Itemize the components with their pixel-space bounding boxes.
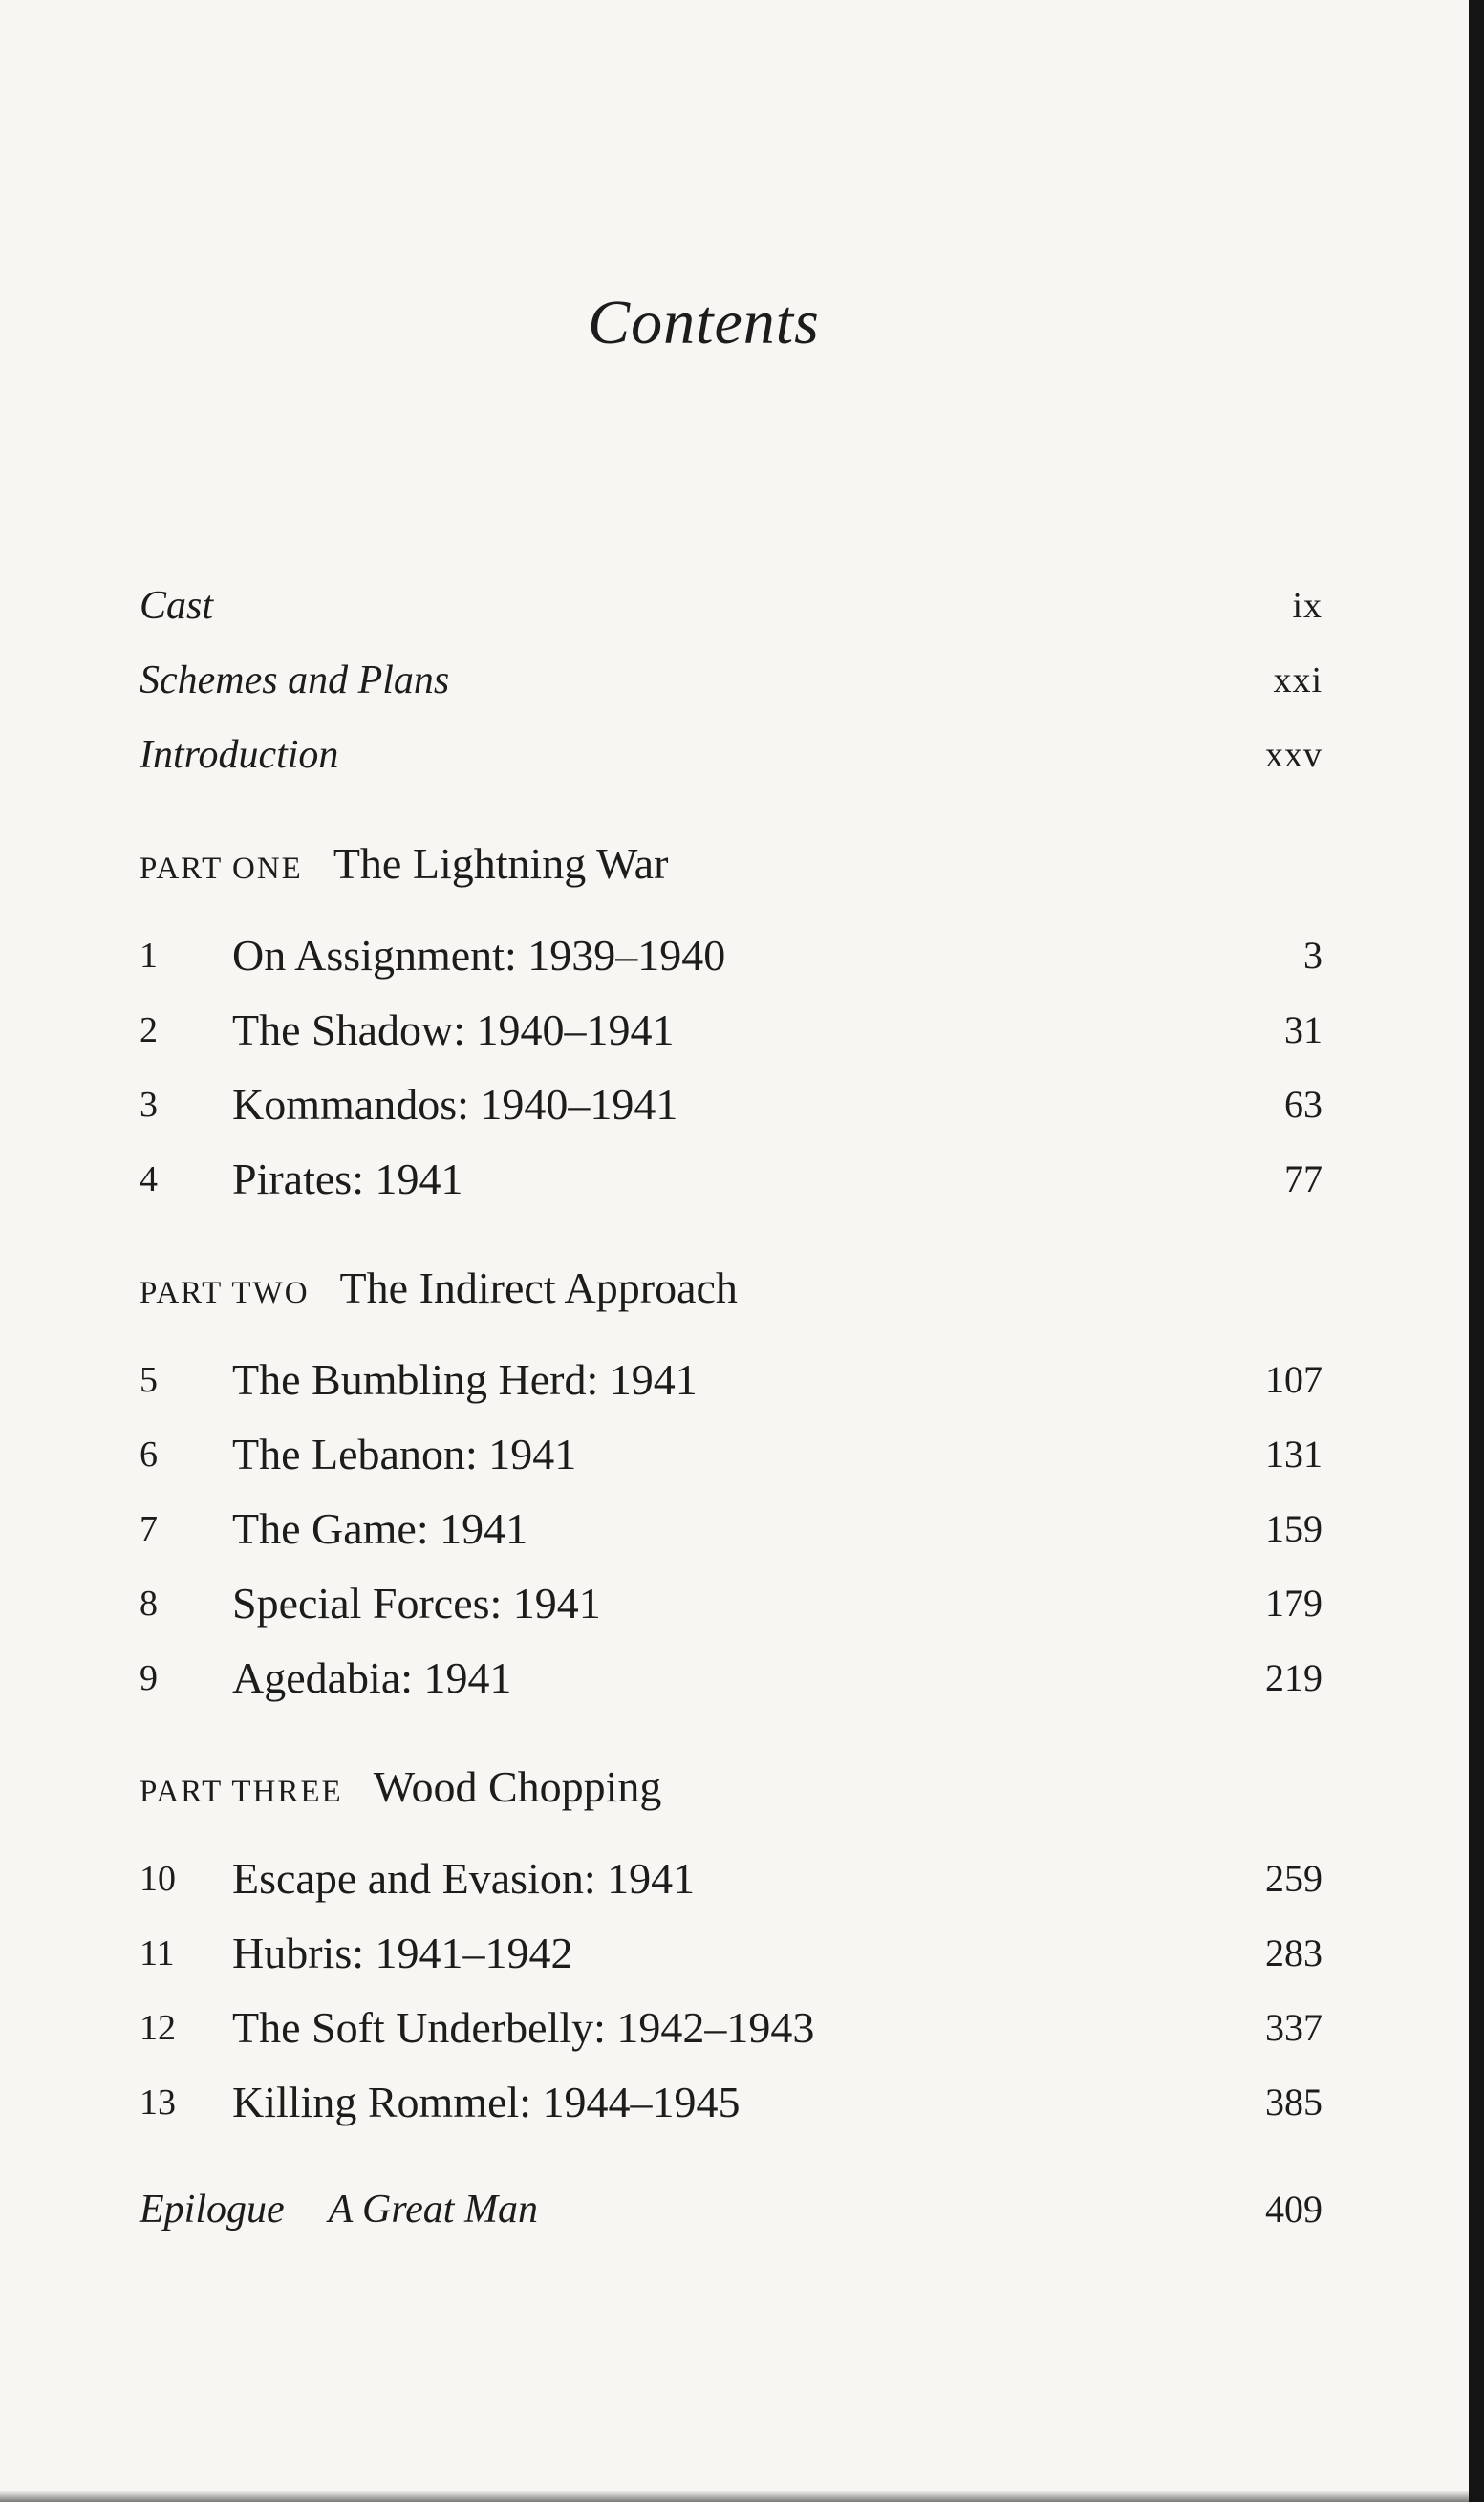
toc-chapter [140,1351,1323,1409]
chapter-number: 3 [140,1085,158,1125]
chapter-page: 107 [1265,1358,1323,1401]
chapter-page: 179 [1265,1582,1323,1625]
chapter-number: 10 [140,1859,176,1899]
toc-chapter [140,1076,1323,1133]
chapter-page: 159 [1265,1507,1323,1550]
chapter-title: The Bumbling Herd: 1941 [232,1355,698,1404]
chapter-page: 31 [1284,1008,1323,1051]
toc-entry-epilogue [140,2181,1323,2238]
epilogue-page: 409 [1265,2188,1323,2231]
chapter-title: The Shadow: 1940–1941 [232,1005,675,1054]
part-heading-one [140,835,668,893]
chapter-number: 12 [140,2008,176,2048]
chapter-number: 11 [140,1933,175,1974]
chapter-title: Escape and Evasion: 1941 [232,1854,696,1903]
chapter-number: 5 [140,1360,158,1400]
chapter-title: Kommandos: 1940–1941 [232,1080,678,1129]
page-edge-shadow [1469,0,1484,2502]
chapter-number: 7 [140,1509,158,1549]
toc-chapter [140,2074,1323,2131]
toc-chapter [140,1575,1323,1632]
chapter-page: 3 [1303,934,1323,977]
chapter-number: 9 [140,1658,158,1698]
part-title: The Indirect Approach [339,1263,738,1312]
chapter-title: Agedabia: 1941 [232,1653,512,1702]
epilogue-label: Epilogue [140,2188,285,2232]
toc-chapter [140,1151,1323,1208]
toc-chapter [140,1500,1323,1558]
toc-chapter [140,1650,1323,1707]
chapter-title: Hubris: 1941–1942 [232,1929,573,1977]
chapter-number: 8 [140,1584,158,1624]
chapter-number: 13 [140,2082,176,2123]
toc-entry-page: ix [1292,586,1323,626]
toc-chapter [140,1850,1323,1908]
toc-entry-page: xxi [1273,660,1323,701]
toc-entry-title: Cast [140,584,214,628]
toc-chapter [140,927,1323,984]
part-title: The Lightning War [333,839,669,888]
epilogue-title: A Great Man [328,2188,538,2232]
chapter-title: The Game: 1941 [232,1504,528,1553]
chapter-page: 283 [1265,1931,1323,1974]
page-bottom-shadow [0,2491,1484,2502]
toc-chapter [140,1999,1323,2057]
toc-chapter [140,1426,1323,1483]
part-label: PART TWO [140,1276,310,1310]
part-label: PART ONE [140,852,303,886]
toc-entry-title: Introduction [140,733,339,777]
toc-entry-cast [140,577,1323,635]
toc-entry-title: Schemes and Plans [140,658,450,702]
toc-entry-page: xxv [1265,735,1323,775]
page-title: Contents [588,288,820,357]
chapter-title: The Soft Underbelly: 1942–1943 [232,2003,815,2052]
chapter-page: 77 [1284,1157,1323,1200]
chapter-page: 337 [1265,2006,1323,2049]
chapter-number: 4 [140,1159,158,1199]
chapter-title: Pirates: 1941 [232,1154,463,1203]
chapter-page: 63 [1284,1083,1323,1126]
part-label: PART THREE [140,1775,343,1809]
chapter-page: 259 [1265,1857,1323,1900]
part-heading-three [140,1758,661,1816]
toc-chapter [140,1925,1323,1982]
toc-chapter [140,1002,1323,1059]
chapter-title: Special Forces: 1941 [232,1579,601,1628]
chapter-number: 6 [140,1434,158,1475]
toc-entry-schemes-and-plans [140,652,1323,709]
chapter-number: 2 [140,1010,158,1050]
chapter-title: Killing Rommel: 1944–1945 [232,2078,741,2126]
part-heading-two [140,1260,738,1317]
chapter-page: 219 [1265,1656,1323,1699]
chapter-page: 131 [1265,1433,1323,1476]
toc-entry-introduction [140,726,1323,784]
chapter-title: The Lebanon: 1941 [232,1430,577,1478]
part-title: Wood Chopping [373,1762,662,1811]
chapter-number: 1 [140,936,158,976]
chapter-title: On Assignment: 1939–1940 [232,931,726,980]
chapter-page: 385 [1265,2081,1323,2124]
